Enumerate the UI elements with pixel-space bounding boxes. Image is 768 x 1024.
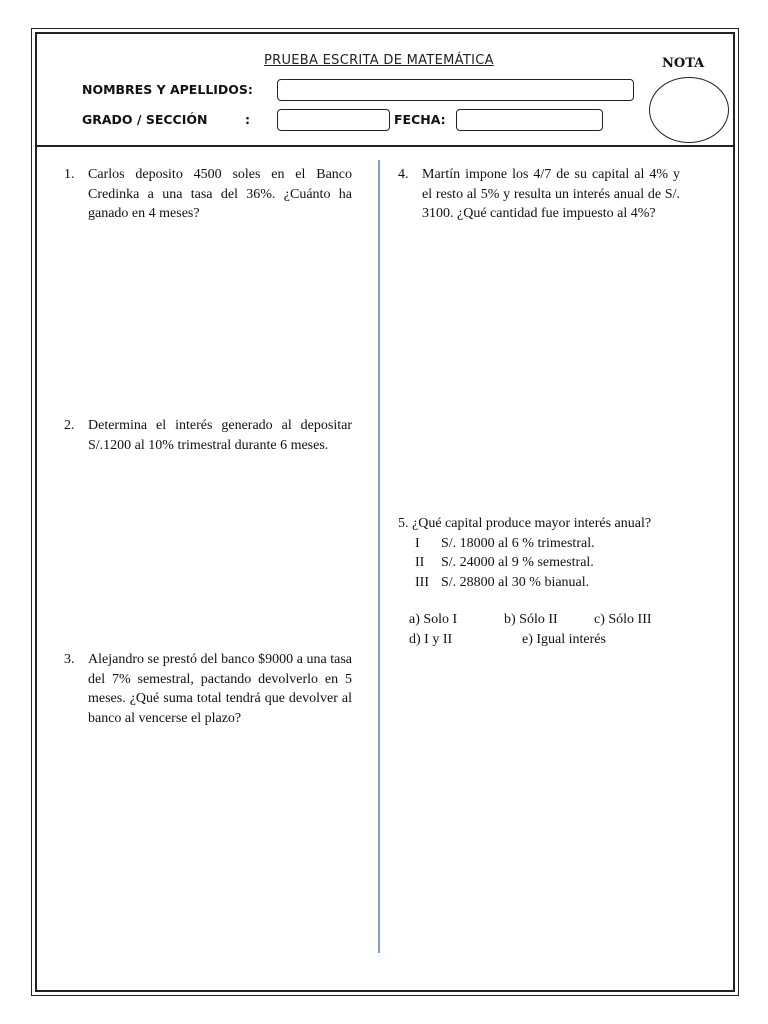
column-divider	[378, 160, 380, 953]
date-field[interactable]	[456, 109, 603, 131]
question-3-number: 3.	[64, 652, 75, 667]
exam-title: PRUEBA ESCRITA DE MATEMÁTICA	[264, 53, 494, 68]
question-3-text: Alejandro se prestó del banco $9000 a una tasa del 7% semestral, pactando devolverlo en 5 meses. ¿Qué suma total tendrá que devolver al banco al vencerse el plazo?	[88, 652, 352, 726]
option-e: e) Igual interés	[522, 631, 606, 647]
question-5-text: 5. ¿Qué capital produce mayor interés anual?	[398, 516, 652, 531]
nota-label: NOTA	[662, 56, 705, 71]
nota-circle[interactable]	[649, 77, 729, 143]
question-5-item-roman: I	[415, 535, 420, 551]
question-5-item-roman: III	[415, 574, 429, 590]
names-field[interactable]	[277, 79, 634, 101]
question-5-item-text: S/. 28800 al 30 % bianual.	[441, 574, 590, 590]
grade-label: GRADO / SECCIÓN	[82, 112, 208, 127]
question-1-number: 1.	[64, 167, 75, 182]
question-2-number: 2.	[64, 418, 75, 433]
question-4-text: Martín impone los 4/7 de su capital al 4% y el resto al 5% y resulta un interés anual de S/. 3100. ¿Qué cantidad fue impuesto al 4%?	[422, 167, 680, 221]
header-divider	[35, 145, 735, 147]
grade-colon: :	[245, 112, 250, 127]
option-a: a) Solo I	[409, 612, 458, 627]
question-5-item-text: S/. 18000 al 6 % trimestral.	[441, 535, 595, 551]
option-c: c) Sólo III	[594, 612, 652, 627]
question-2-text: Determina el interés generado al depositar S/.1200 al 10% trimestral durante 6 meses.	[88, 418, 352, 453]
option-d: d) I y II	[409, 631, 453, 647]
question-5-item-roman: II	[415, 555, 425, 570]
option-b: b) Sólo II	[504, 612, 558, 627]
question-5-item-text: S/. 24000 al 9 % semestral.	[441, 555, 594, 570]
question-1-text: Carlos deposito 4500 soles en el Banco Credinka a una tasa del 36%. ¿Cuánto ha ganado en 4 meses?	[88, 167, 352, 221]
names-label: NOMBRES Y APELLIDOS:	[82, 82, 253, 97]
question-4-number: 4.	[398, 167, 409, 182]
date-label: FECHA:	[394, 112, 446, 127]
grade-field[interactable]	[277, 109, 390, 131]
